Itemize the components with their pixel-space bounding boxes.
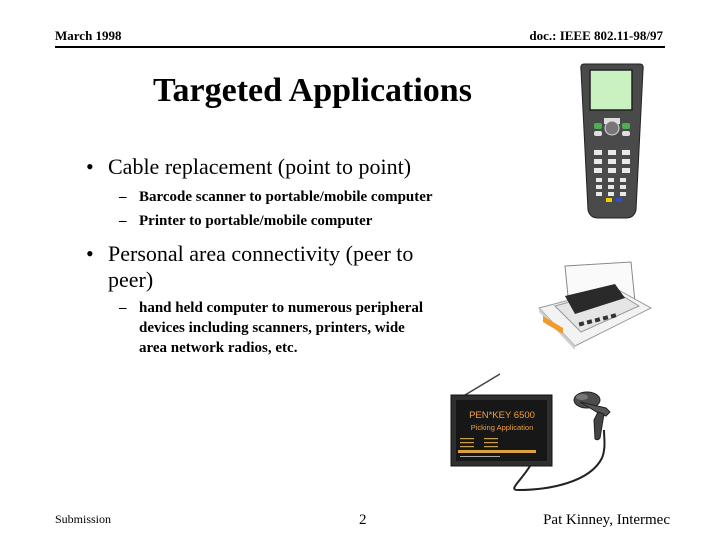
sub-bullet-1-2-text: Printer to portable/mobile computer	[139, 213, 373, 229]
sub-bullet-1-1-text: Barcode scanner to portable/mobile computer	[139, 189, 433, 205]
header-rule	[55, 46, 665, 48]
footer-page-number: 2	[359, 512, 367, 528]
bullet-2	[86, 241, 414, 293]
dash-glyph: –	[119, 213, 127, 229]
dash-glyph: –	[119, 300, 127, 316]
header-date: March 1998	[55, 28, 122, 43]
sub-bullet-1-1	[119, 187, 433, 207]
barcode-scanner-icon	[570, 390, 615, 442]
tablet-app-text: Picking Application	[470, 423, 534, 432]
sub-bullet-1-2	[119, 211, 373, 231]
bullet-2-line-1: Personal area connectivity (peer to	[108, 241, 414, 266]
bullet-2-line-2: peer)	[108, 267, 154, 292]
sub-bullet-2-1-line-3: area network radios, etc.	[139, 340, 298, 356]
slide-title: Targeted Applications	[153, 72, 472, 109]
bullet-1	[86, 154, 412, 180]
handheld-computer-icon	[578, 60, 646, 222]
portable-printer-icon	[535, 258, 653, 350]
header-doc-id: doc.: IEEE 802.11-98/97	[529, 28, 663, 43]
footer-submission: Submission	[55, 512, 112, 526]
dash-glyph: –	[119, 189, 127, 205]
sub-bullet-2-1	[119, 298, 424, 358]
sub-bullet-2-1-line-2: devices including scanners, printers, wide	[139, 320, 405, 336]
footer-author: Pat Kinney, Intermec	[543, 512, 670, 528]
bullet-glyph: •	[86, 154, 94, 179]
tablet-brand-text: PEN*KEY 6500	[469, 410, 535, 421]
sub-bullet-2-1-line-1: hand held computer to numerous peripheral	[139, 300, 424, 316]
bullet-glyph: •	[86, 241, 94, 266]
bullet-1-text: Cable replacement (point to point)	[108, 154, 412, 179]
